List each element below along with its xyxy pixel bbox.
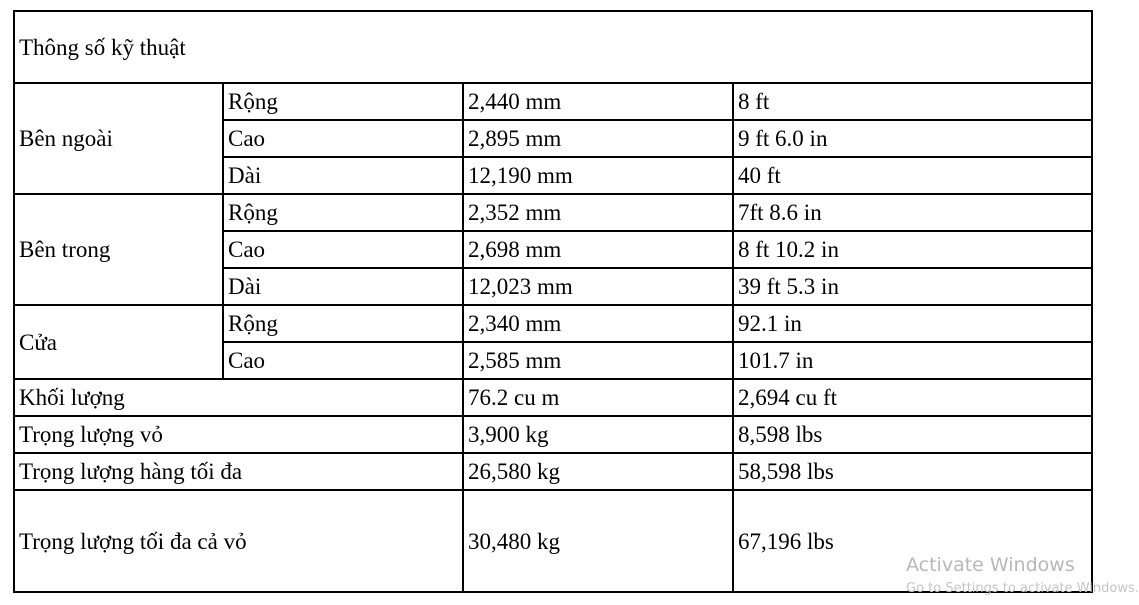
imperial-value: 40 ft xyxy=(733,157,1092,194)
summary-label: Trọng lượng hàng tối đa xyxy=(14,453,463,490)
metric-value: 2,698 mm xyxy=(463,231,733,268)
metric-value: 2,585 mm xyxy=(463,342,733,379)
metric-value: 12,190 mm xyxy=(463,157,733,194)
table-title: Thông số kỹ thuật xyxy=(14,11,1092,83)
metric-value: 12,023 mm xyxy=(463,268,733,305)
imperial-value: 8 ft 10.2 in xyxy=(733,231,1092,268)
dimension-label: Rộng xyxy=(223,305,463,342)
metric-value: 26,580 kg xyxy=(463,453,733,490)
imperial-value: 8 ft xyxy=(733,83,1092,120)
table-row xyxy=(14,416,1092,453)
imperial-value: 9 ft 6.0 in xyxy=(733,120,1092,157)
group-label-exterior: Bên ngoài xyxy=(14,83,223,194)
dimension-label: Cao xyxy=(223,342,463,379)
imperial-value: 39 ft 5.3 in xyxy=(733,268,1092,305)
watermark-subtitle: Go to Settings to activate Windows. xyxy=(906,581,1139,596)
table-title-row xyxy=(14,11,1092,83)
table-row xyxy=(14,379,1092,416)
summary-label: Khối lượng xyxy=(14,379,463,416)
table-row xyxy=(14,453,1092,490)
activate-windows-watermark xyxy=(906,554,1139,596)
dimension-label: Dài xyxy=(223,268,463,305)
dimension-label: Rộng xyxy=(223,83,463,120)
imperial-value: 7ft 8.6 in xyxy=(733,194,1092,231)
summary-label: Trọng lượng vỏ xyxy=(14,416,463,453)
metric-value: 3,900 kg xyxy=(463,416,733,453)
imperial-value: 101.7 in xyxy=(733,342,1092,379)
specifications-table xyxy=(13,10,1093,593)
metric-value: 2,340 mm xyxy=(463,305,733,342)
dimension-label: Cao xyxy=(223,120,463,157)
metric-value: 76.2 cu m xyxy=(463,379,733,416)
dimension-label: Dài xyxy=(223,157,463,194)
imperial-value: 92.1 in xyxy=(733,305,1092,342)
metric-value: 2,440 mm xyxy=(463,83,733,120)
imperial-value: 8,598 lbs xyxy=(733,416,1092,453)
imperial-value: 2,694 cu ft xyxy=(733,379,1092,416)
table-row xyxy=(14,490,1092,592)
group-label-door: Cửa xyxy=(14,305,223,379)
dimension-label: Rộng xyxy=(223,194,463,231)
watermark-title: Activate Windows xyxy=(906,554,1075,576)
metric-value: 2,895 mm xyxy=(463,120,733,157)
table-row xyxy=(14,305,1092,342)
table-row xyxy=(14,194,1092,231)
table-row xyxy=(14,83,1092,120)
imperial-value: 67,196 lbs xyxy=(733,490,1092,592)
metric-value: 2,352 mm xyxy=(463,194,733,231)
dimension-label: Cao xyxy=(223,231,463,268)
metric-value: 30,480 kg xyxy=(463,490,733,592)
group-label-interior: Bên trong xyxy=(14,194,223,305)
imperial-value: 58,598 lbs xyxy=(733,453,1092,490)
summary-label: Trọng lượng tối đa cả vỏ xyxy=(14,490,463,592)
